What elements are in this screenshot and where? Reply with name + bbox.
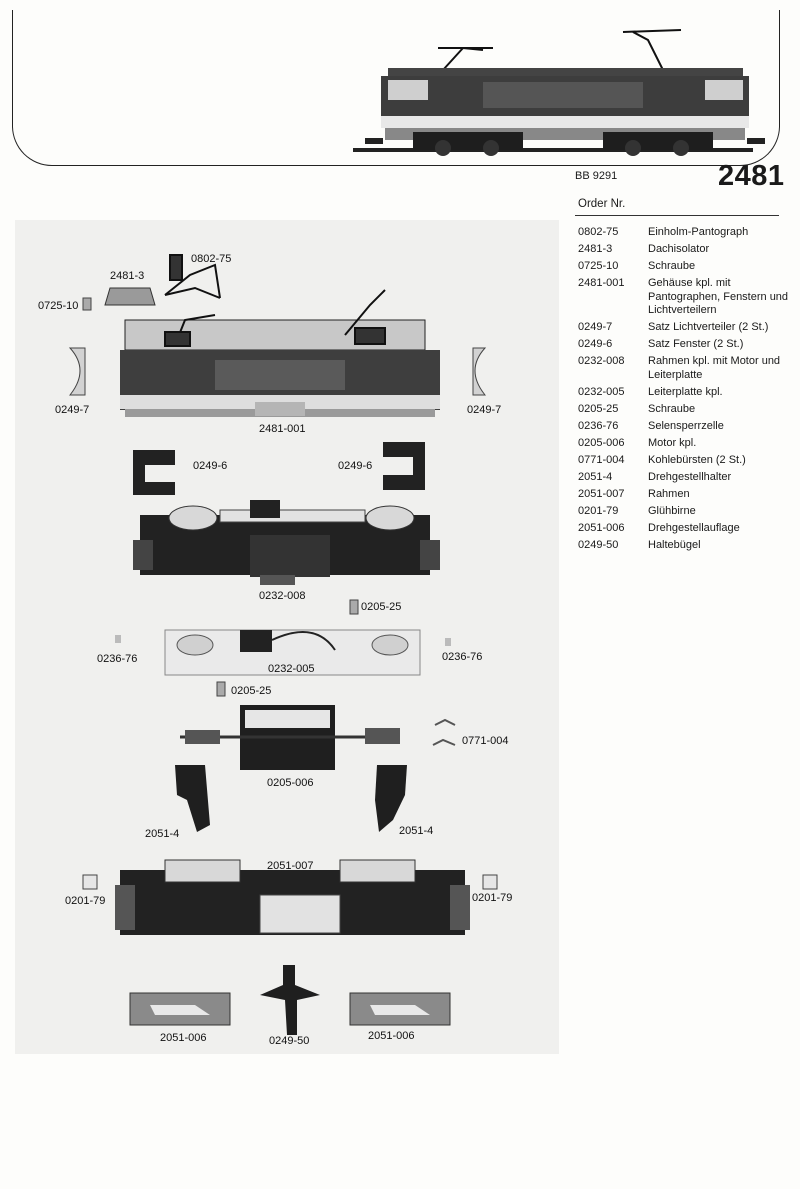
part-description: Gehäuse kpl. mit Pantographen, Fenstern und Lichtverteilern bbox=[648, 277, 789, 316]
part-number: 2051-4 bbox=[578, 470, 613, 483]
label-bogie-holder-left: 2051-4 bbox=[145, 828, 180, 840]
label-bogie-support-left: 2051-006 bbox=[160, 1032, 207, 1044]
parts-list-row bbox=[578, 437, 798, 451]
parts-list-row bbox=[578, 243, 798, 257]
header-divider bbox=[575, 215, 779, 216]
order-number: 2481 bbox=[718, 160, 785, 192]
part-number: 2051-007 bbox=[578, 487, 625, 500]
part-description: Dachisolator bbox=[648, 243, 710, 255]
header-frame bbox=[12, 10, 780, 166]
parts-list-row bbox=[578, 488, 798, 502]
part-number: 0205-006 bbox=[578, 436, 625, 449]
label-circuit-board: 0232-005 bbox=[268, 663, 315, 675]
label-bulb-left: 0201-79 bbox=[65, 895, 106, 907]
label-screw-upper: 0205-25 bbox=[361, 601, 402, 613]
part-description: Motor kpl. bbox=[648, 436, 697, 449]
part-number: 2051-006 bbox=[578, 521, 625, 534]
label-window-right: 0249-6 bbox=[338, 460, 373, 472]
part-description: Glühbirne bbox=[648, 504, 696, 517]
part-description: Satz Lichtverteiler (2 St.) bbox=[648, 321, 769, 333]
label-screw-top: 0725-10 bbox=[38, 300, 79, 312]
part-number: 0205-25 bbox=[578, 402, 619, 415]
label-light-left: 0249-7 bbox=[55, 404, 90, 416]
label-bulb-right: 0201-79 bbox=[472, 892, 513, 904]
model-code: BB 9291 bbox=[575, 170, 618, 182]
label-retaining-clip: 0249-50 bbox=[269, 1035, 310, 1047]
part-description: Rahmen bbox=[648, 487, 690, 500]
part-description: Satz Fenster (2 St.) bbox=[648, 338, 744, 350]
part-number: 0249-6 bbox=[578, 338, 613, 350]
parts-list-row bbox=[578, 403, 798, 417]
exploded-parts-diagram bbox=[15, 220, 559, 1054]
label-screw-lower: 0205-25 bbox=[231, 685, 272, 697]
parts-list-row bbox=[578, 522, 798, 536]
locomotive-side-view bbox=[13, 10, 779, 165]
part-number: 2481-001 bbox=[578, 277, 625, 289]
parts-list bbox=[578, 226, 798, 556]
part-number: 0236-76 bbox=[578, 419, 619, 432]
label-bogie-support-right: 2051-006 bbox=[368, 1030, 415, 1042]
parts-list-row bbox=[578, 505, 798, 519]
part-number: 2481-3 bbox=[578, 243, 613, 255]
label-window-left: 0249-6 bbox=[193, 460, 228, 472]
label-frame-complete: 0232-008 bbox=[259, 590, 306, 602]
label-bogie-holder-right: 2051-4 bbox=[399, 825, 434, 837]
part-description: Selensperrzelle bbox=[648, 419, 724, 432]
part-number: 0802-75 bbox=[578, 226, 619, 238]
part-number: 0725-10 bbox=[578, 260, 619, 272]
part-description: Haltebügel bbox=[648, 538, 701, 551]
parts-list-row bbox=[578, 471, 798, 485]
part-description: Rahmen kpl. mit Motor und Leiterplatte bbox=[648, 355, 781, 381]
part-description: Schraube bbox=[648, 402, 696, 415]
label-rectifier-right: 0236-76 bbox=[442, 651, 483, 663]
part-number: 0771-004 bbox=[578, 453, 625, 466]
part-description: Drehgestellhalter bbox=[648, 470, 732, 483]
part-description: Leiterplatte kpl. bbox=[648, 385, 723, 398]
part-description: Drehgestellauflage bbox=[648, 521, 740, 534]
label-motor: 0205-006 bbox=[267, 777, 314, 789]
parts-list-row bbox=[578, 321, 798, 335]
parts-list-header: Order Nr. bbox=[578, 198, 626, 210]
part-number: 0249-50 bbox=[578, 538, 619, 551]
label-brushes: 0771-004 bbox=[462, 735, 509, 747]
parts-list-row bbox=[578, 454, 798, 468]
label-roof-insulator: 2481-3 bbox=[110, 270, 145, 282]
label-housing: 2481-001 bbox=[259, 423, 306, 435]
label-pantograph: 0802-75 bbox=[191, 253, 232, 265]
part-number: 0201-79 bbox=[578, 504, 619, 517]
parts-list-row bbox=[578, 539, 798, 553]
parts-list-row bbox=[578, 338, 798, 352]
parts-list-row bbox=[578, 386, 798, 400]
part-number: 0232-005 bbox=[578, 385, 625, 398]
parts-list-row bbox=[578, 260, 798, 274]
label-rectifier-left: 0236-76 bbox=[97, 653, 138, 665]
parts-list-row bbox=[578, 420, 798, 434]
part-description: Kohlebürsten (2 St.) bbox=[648, 453, 746, 466]
parts-list-row bbox=[578, 355, 798, 382]
parts-list-row bbox=[578, 277, 798, 318]
label-light-right: 0249-7 bbox=[467, 404, 502, 416]
part-number: 0232-008 bbox=[578, 355, 625, 367]
exploded-view-drawing bbox=[15, 220, 559, 1054]
part-number: 0249-7 bbox=[578, 321, 613, 333]
parts-list-row bbox=[578, 226, 798, 240]
part-description: Einholm-Pantograph bbox=[648, 226, 749, 238]
label-bogie-frame: 2051-007 bbox=[267, 860, 314, 872]
part-description: Schraube bbox=[648, 260, 696, 272]
